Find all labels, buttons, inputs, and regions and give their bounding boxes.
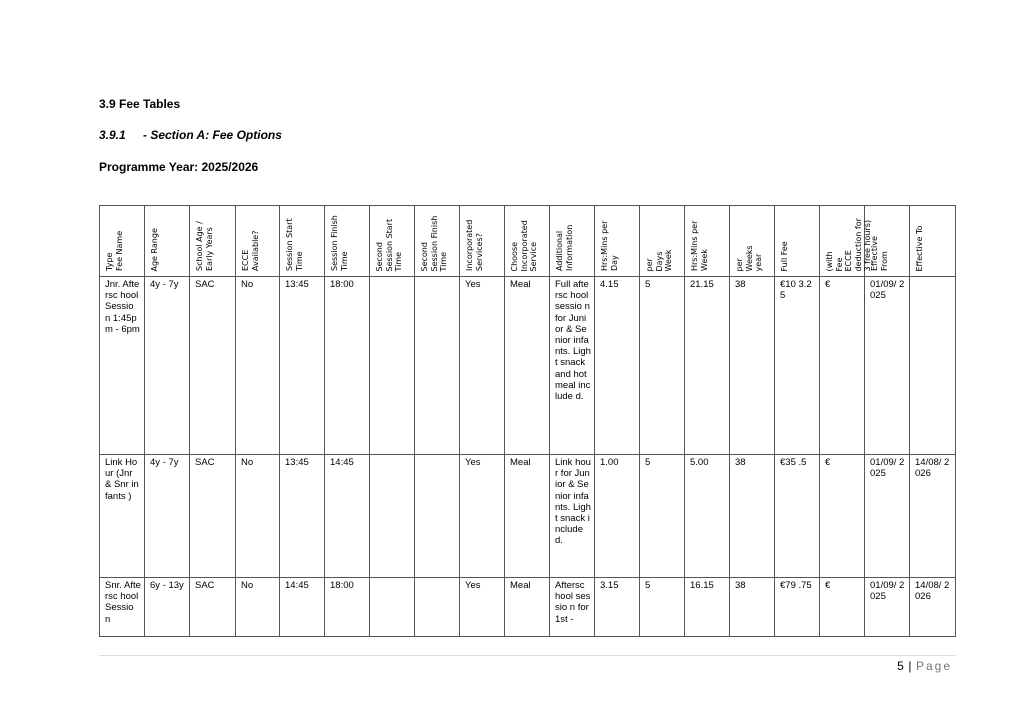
column-header-line: Available?: [250, 230, 260, 271]
table-cell: €: [820, 578, 865, 637]
table-cell: €: [820, 455, 865, 578]
table-cell: 14/08/ 2026: [910, 455, 956, 578]
column-header-line: Incorporated: [519, 219, 529, 271]
table-cell: Link Hour (Jnr & Snr infants ): [100, 455, 145, 578]
table-cell: Full aftersc hool sessio n for Junior & Senior infants. Light snack and hot meal include d.: [550, 277, 595, 455]
column-header: [460, 206, 505, 277]
column-header-line: Time: [339, 251, 349, 271]
column-header-line: Type: [105, 252, 114, 271]
column-header-line: Fee: [834, 256, 844, 271]
page-label: Page: [915, 659, 952, 673]
table-cell: 5: [640, 277, 685, 455]
table-row: [100, 578, 956, 637]
table-cell: Meal: [505, 277, 550, 455]
column-header-line: From: [879, 251, 889, 271]
table-cell: 21.15: [685, 277, 730, 455]
column-header: [145, 206, 190, 277]
table-cell: Yes: [460, 578, 505, 637]
table-cell: 5: [640, 455, 685, 578]
column-header-line: Session Finish: [429, 215, 439, 271]
column-header-line: ECCE: [241, 249, 250, 271]
programme-year: Programme Year: 2025/2026: [99, 160, 259, 174]
table-cell: 4y - 7y: [145, 455, 190, 578]
subsection-number: 3.9.1: [99, 128, 126, 142]
column-header-line: Fee Name: [114, 230, 124, 271]
column-header-line: Week: [699, 249, 709, 271]
column-header: [280, 206, 325, 277]
table-cell: 13:45: [280, 455, 325, 578]
table-cell: 14/08/ 2026: [910, 578, 956, 637]
column-header: [505, 206, 550, 277]
table-cell: [415, 277, 460, 455]
column-header-line: Early Years: [204, 227, 214, 271]
column-header-line: deduction for: [853, 217, 863, 271]
column-header-line: Age Range: [150, 227, 159, 271]
column-header-line: School Age /: [195, 221, 204, 271]
section-title: 3.9 Fee Tables: [99, 97, 181, 111]
column-header-line: ECCE: [844, 249, 853, 271]
footer-divider: [99, 655, 956, 656]
table-header-row: [100, 206, 956, 277]
table-cell: 3.15: [595, 578, 640, 637]
table-cell: 14:45: [325, 455, 370, 578]
subsection-label: - Section A: Fee Options: [143, 128, 282, 142]
table-cell: €: [820, 277, 865, 455]
table-cell: €35 .5: [775, 455, 820, 578]
column-header-line: per: [645, 257, 654, 271]
column-header-line: 3 free hours): [863, 219, 872, 271]
table-cell: No: [236, 578, 280, 637]
column-header-line: Session Finish: [330, 215, 339, 271]
table-cell: 6y - 13y: [145, 578, 190, 637]
table-cell: [910, 277, 956, 455]
table-cell: Meal: [505, 578, 550, 637]
column-header-line: Session Start: [384, 218, 394, 271]
table-cell: No: [236, 277, 280, 455]
table-cell: 16.15: [685, 578, 730, 637]
table-cell: 01/09/ 2025: [865, 578, 910, 637]
column-header-line: Effective: [870, 236, 879, 271]
column-header: [595, 206, 640, 277]
table-cell: 38: [730, 455, 775, 578]
column-header-line: Effective To: [915, 225, 924, 271]
column-header: [865, 206, 910, 277]
table-cell: [415, 455, 460, 578]
column-header-line: Time: [394, 251, 403, 271]
table-cell: No: [236, 455, 280, 578]
table-cell: Yes: [460, 277, 505, 455]
column-header-line: year: [754, 253, 763, 271]
table-cell: [370, 455, 415, 578]
column-header-line: Choose: [510, 241, 519, 271]
table-cell: 5: [640, 578, 685, 637]
table-cell: 4.15: [595, 277, 640, 455]
column-header-line: Session Start: [285, 218, 294, 271]
table-cell: 18:00: [325, 578, 370, 637]
column-header-line: Hrs:Mins per: [600, 220, 609, 271]
column-header-line: Second: [420, 241, 429, 271]
table-cell: SAC: [190, 455, 236, 578]
page-number: 5: [897, 659, 905, 673]
subsection-title: [99, 128, 282, 142]
column-header: [415, 206, 460, 277]
column-header: [640, 206, 685, 277]
column-header: [775, 206, 820, 277]
column-header: [685, 206, 730, 277]
table-cell: [415, 578, 460, 637]
column-header-line: Week: [664, 249, 673, 271]
table-cell: 1.00: [595, 455, 640, 578]
table-cell: Aftersc hool sessio n for 1st -: [550, 578, 595, 637]
column-header-line: (with: [825, 250, 834, 271]
table-cell: 38: [730, 578, 775, 637]
page-separator: |: [908, 659, 912, 673]
table-cell: Meal: [505, 455, 550, 578]
column-header: [550, 206, 595, 277]
table-cell: €10 3.2 5: [775, 277, 820, 455]
column-header: [730, 206, 775, 277]
column-header-line: Information: [564, 224, 574, 271]
column-header: [236, 206, 280, 277]
column-header-line: Days: [654, 251, 664, 271]
table-cell: [370, 578, 415, 637]
table-cell: €79 .75: [775, 578, 820, 637]
table-cell: [370, 277, 415, 455]
column-header: [325, 206, 370, 277]
table-cell: 01/09/ 2025: [865, 455, 910, 578]
column-header-line: Time: [439, 251, 448, 271]
column-header-line: Full Fee: [780, 240, 789, 271]
column-header: [370, 206, 415, 277]
table-cell: 38: [730, 277, 775, 455]
table-cell: 5.00: [685, 455, 730, 578]
table-cell: Link hour for Junior & Senior infants. Light snack include d.: [550, 455, 595, 578]
column-header-line: Weeks: [744, 244, 754, 271]
column-header-line: per: [735, 257, 744, 271]
table-cell: 14:45: [280, 578, 325, 637]
column-header-line: Hrs:Mins per: [690, 220, 699, 271]
table-cell: Snr. Aftersc hool Sessio n: [100, 578, 145, 637]
column-header-line: Service: [529, 241, 538, 271]
page-footer: [897, 659, 952, 673]
column-header: [910, 206, 956, 277]
table-cell: 4y - 7y: [145, 277, 190, 455]
column-header-line: Day: [609, 255, 619, 271]
table-cell: 01/09/ 2025: [865, 277, 910, 455]
table-cell: SAC: [190, 277, 236, 455]
table-cell: 18:00: [325, 277, 370, 455]
column-header-line: Additional: [555, 230, 564, 271]
fee-table: [99, 205, 956, 637]
column-header-line: Services?: [474, 233, 484, 271]
column-header: [190, 206, 236, 277]
column-header-line: Time: [294, 251, 304, 271]
column-header-line: Second: [375, 241, 384, 271]
table-row: [100, 277, 956, 455]
column-header: [820, 206, 872, 277]
table-cell: SAC: [190, 578, 236, 637]
column-header: [100, 206, 145, 277]
table-cell: 13:45: [280, 277, 325, 455]
table-cell: Jnr. Aftersc hool Sessio n 1:45p m - 6pm: [100, 277, 145, 455]
table-cell: Yes: [460, 455, 505, 578]
column-header-line: Incorporated: [465, 219, 474, 271]
table-row: [100, 455, 956, 578]
